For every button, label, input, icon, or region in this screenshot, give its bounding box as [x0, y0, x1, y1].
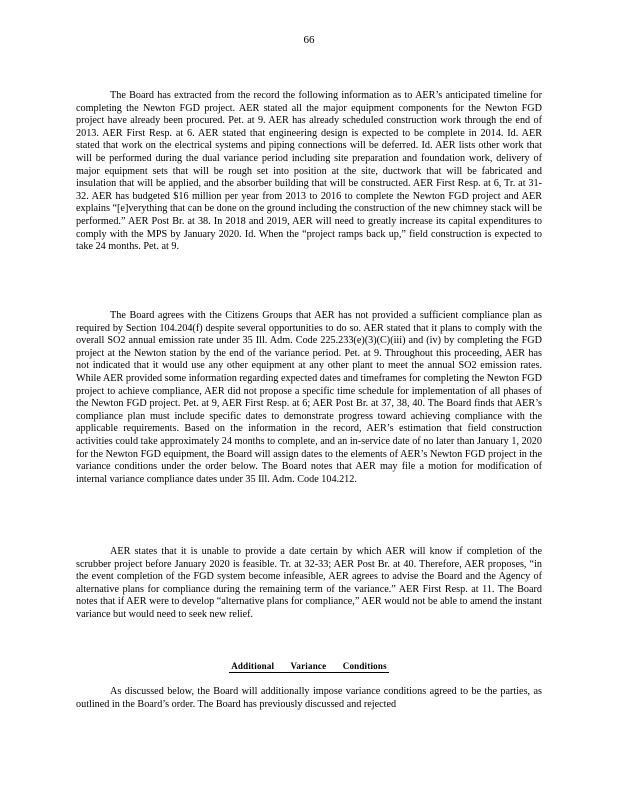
paragraph-additional-conditions — [76, 686, 542, 711]
paragraph-text: As discussed below, the Board will additionally impose variance conditions agreed to be the parties, as outlined in the Board’s order. The Board has previously discussed and rejected — [76, 686, 542, 710]
paragraph-text: The Board has extracted from the record the following information as to AER’s anticipated timeline for completing the Newton FGD project. AER stated all the major equipment components for the Newton FGD project have already been procured. Pet. at 9. AER has already scheduled construction work through the end of 2013. AER First Resp. at 6. AER stated that engineering design is expected to be complete in 2014. Id. AER stated that work on the electrical systems and piping connections will be deferred. Id. AER lists other work that will be performed during the dual variance period including site preparation and foundation work, delivery of major equipment sets that will be rough set into position at the site, ductwork that will be fabricated and insulation that will be applied, and the absorber building that will be constructed. AER First Resp. at 6, Tr. at 31-32. AER has budgeted $16 million per year from 2013 to 2016 to complete the Newton FGD project and AER explains “[e]verything that can be done on the ground including the construction of the new chimney stack will be performed.” AER Post Br. at 38. In 2018 and 2019, AER will need to greatly increase its capital expenditures to comply with the MPS by January 2020. Id. When the “project ramps back up,” field construction is expected to take 24 months. Pet. at 9. — [76, 90, 542, 253]
paragraph-alternative-plans — [76, 546, 542, 622]
paragraph-compliance-timeline — [76, 90, 542, 254]
page-number: 66 — [303, 34, 315, 46]
paragraph-compliance-plan — [76, 310, 542, 486]
paragraph-text: AER states that it is unable to provide a date certain by which AER will know if completion of the scrubber project before January 2020 is feasible. Tr. at 32-33; AER Post Br. at 40. Therefore, AER proposes, “in the event completion of the FGD system become infeasible, AER agrees to advise the Board and the Agency of alternative plans for compliance during the remaining term of the variance.” AER First Resp. at 11. The Board notes that if AER were to develop “alternative plans for compliance,” AER would not be able to amend the instant variance but would need to seek new relief. — [76, 546, 542, 620]
paragraph-text: The Board agrees with the Citizens Groups that AER has not provided a sufficient compliance plan as required by Section 104.204(f) despite several opportunities to do so. AER stated that it plans to comply with the overall SO2 annual emission rate under 35 Ill. Adm. Code 225.233(e)(3)(C)(iii) and (iv) by completing the FGD project at the Newton station by the end of the variance period. Pet. at 9. Throughout this proceeding, AER has not indicated that it would use any other equipment at any other plant to meet the annual SO2 emission rates. While AER provided some information regarding expected dates and timeframes for completing the Newton FGD project to achieve compliance, AER did not propose a specific time schedule for implementation of all phases of the Newton FGD project. Pet. at 9, AER First Resp. at 6; AER Post Br. at 37, 38, 40. The Board finds that AER’s compliance plan must include specific dates to demonstrate progress toward achieving compliance with the applicable requirements. Based on the information in the record, AER’s estimation that field construction activities could take approximately 24 months to complete, and an in-service date of no later than January 1, 2020 for the Newton FGD equipment, the Board will assign dates to the elements of AER’s Newton FGD project in the variance conditions under the order below. The Board notes that AER may file a motion for modification of internal variance compliance dates under 35 Ill. Adm. Code 104.212. — [76, 310, 542, 485]
section-heading-text: Additional Variance Conditions — [231, 661, 387, 671]
section-heading — [0, 661, 618, 671]
